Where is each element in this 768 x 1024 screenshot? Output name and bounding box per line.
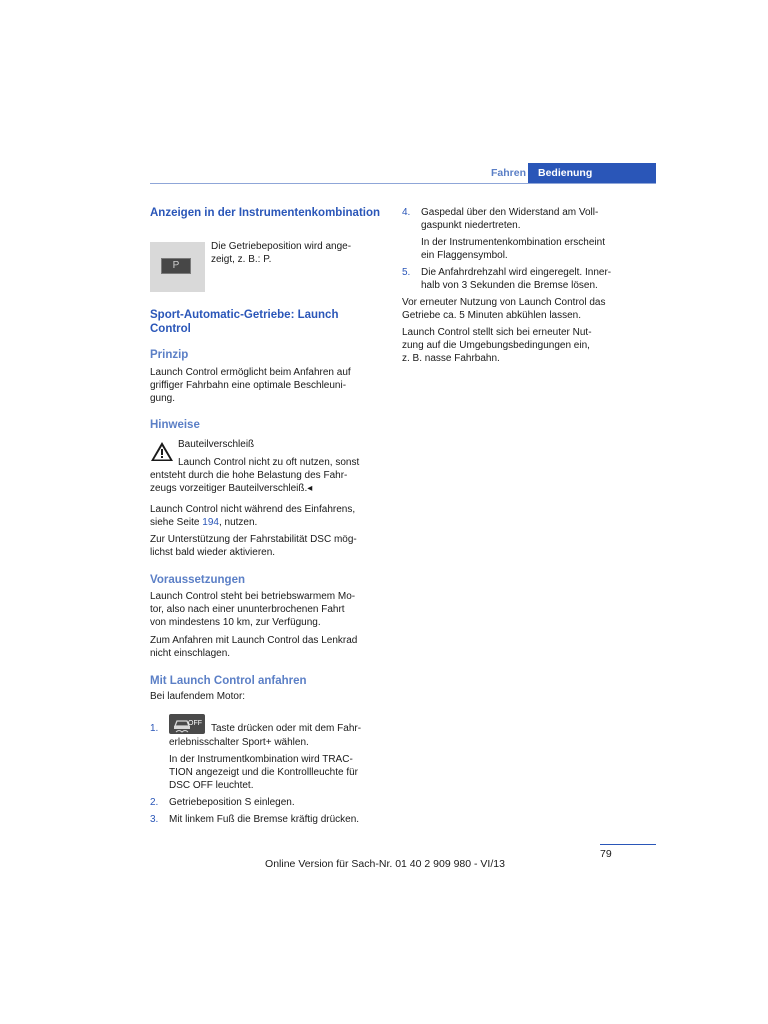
warning-title: Bauteilverschleiß — [178, 439, 255, 450]
heading-hinweise: Hinweise — [150, 419, 200, 431]
gear-display-image — [150, 242, 205, 292]
step-1-line-2: erlebnisschalter Sport+ wählen. — [169, 737, 309, 748]
adapt-line-3: z. B. nasse Fahrbahn. — [402, 353, 500, 364]
cool-line-1: Vor erneuter Nutzung von Launch Control das — [402, 297, 606, 308]
step-5-line-2: halb von 3 Sekunden die Bremse lösen. — [421, 280, 598, 291]
dsc-line-2: lichst bald wieder aktivieren. — [150, 547, 276, 558]
header-active-tab: Bedienung — [528, 163, 656, 183]
adapt-line-1: Launch Control stellt sich bei erneuter Nut- — [402, 327, 592, 338]
page-number: 79 — [600, 848, 612, 860]
warning-line-3: zeugs vorzeitiger Bauteilverschleiß.◂ — [150, 483, 313, 494]
page-link-194[interactable]: 194 — [202, 517, 219, 528]
cool-line-2: Getriebe ca. 5 Minuten abkühlen lassen. — [402, 310, 581, 321]
adapt-line-2: zung auf die Umgebungsbedingungen ein, — [402, 340, 590, 351]
step-5-number: 5. — [402, 267, 411, 278]
warning-line-2: entsteht durch die hohe Belastung des Fahr- — [150, 470, 348, 481]
heading-anfahren: Mit Launch Control anfahren — [150, 675, 307, 687]
voraus-line-1: Launch Control steht bei betriebswarmem Mo- — [150, 591, 356, 602]
step-3-text: Mit linkem Fuß die Bremse kräftig drücken. — [169, 814, 360, 825]
warning-triangle-icon — [150, 440, 174, 462]
step-1-note-3: DSC OFF leuchtet. — [169, 780, 254, 791]
heading-launch-control-1: Sport-Automatic-Getriebe: Launch — [150, 309, 339, 321]
einfahren-text-b: , nutzen. — [218, 517, 258, 528]
heading-voraussetzungen: Voraussetzungen — [150, 574, 245, 586]
step-2-text: Getriebeposition S einlegen. — [169, 797, 295, 808]
dsc-off-button-icon — [169, 714, 205, 734]
step-3-number: 3. — [150, 814, 159, 825]
heading-launch-control-2: Control — [150, 323, 191, 335]
prinzip-line-2: griffiger Fahrbahn eine optimale Beschleuni- — [150, 380, 347, 391]
einfahren-line-2 — [150, 516, 386, 530]
step-4-note-2: ein Flaggensymbol. — [421, 250, 508, 261]
footer-version: Online Version für Sach-Nr. 01 40 2 909 980 - VI/13 — [265, 858, 505, 870]
einfahren-text-a: siehe Seite — [150, 517, 203, 528]
heading-display: Anzeigen in der Instrumentenkombination — [150, 207, 381, 219]
voraus-line-3: von mindestens 10 km, zur Verfügung. — [150, 617, 321, 628]
prinzip-line-1: Launch Control ermöglicht beim Anfahren auf — [150, 367, 351, 378]
header-section-label: Fahren — [490, 167, 526, 179]
dsc-off-label: OFF — [188, 720, 202, 727]
step-4-note-1: In der Instrumentenkombination erscheint — [421, 237, 605, 248]
step-5-line-1: Die Anfahrdrehzahl wird eingeregelt. Inner- — [421, 267, 612, 278]
lenkrad-line-1: Zum Anfahren mit Launch Control das Lenkrad — [150, 635, 358, 646]
warning-line-1: Launch Control nicht zu oft nutzen, sonst — [178, 457, 360, 468]
heading-prinzip: Prinzip — [150, 349, 189, 361]
gear-text-2: zeigt, z. B.: P. — [211, 254, 272, 265]
step-1-number: 1. — [150, 723, 159, 734]
lenkrad-line-2: nicht einschlagen. — [150, 648, 231, 659]
gear-indicator: P — [161, 258, 191, 274]
header-rule — [150, 183, 656, 184]
step-4-number: 4. — [402, 207, 411, 218]
step-4-line-1: Gaspedal über den Widerstand am Voll- — [421, 207, 599, 218]
page-number-rule — [600, 844, 656, 845]
prinzip-line-3: gung. — [150, 393, 176, 404]
step-1-note-2: TION angezeigt und die Kontrollleuchte für — [169, 767, 358, 778]
dsc-line-1: Zur Unterstützung der Fahrstabilität DSC mög- — [150, 534, 357, 545]
motor-line: Bei laufendem Motor: — [150, 691, 246, 702]
gear-text-1: Die Getriebeposition wird ange- — [211, 241, 352, 252]
step-4-line-2: gaspunkt niedertreten. — [421, 220, 521, 231]
step-1-line-1: Taste drücken oder mit dem Fahr- — [211, 723, 362, 734]
step-2-number: 2. — [150, 797, 159, 808]
step-1-note-1: In der Instrumentkombination wird TRAC- — [169, 754, 353, 765]
einfahren-line-1: Launch Control nicht während des Einfahrens, — [150, 504, 356, 515]
voraus-line-2: tor, also nach einer ununterbrochenen Fahrt — [150, 604, 345, 615]
